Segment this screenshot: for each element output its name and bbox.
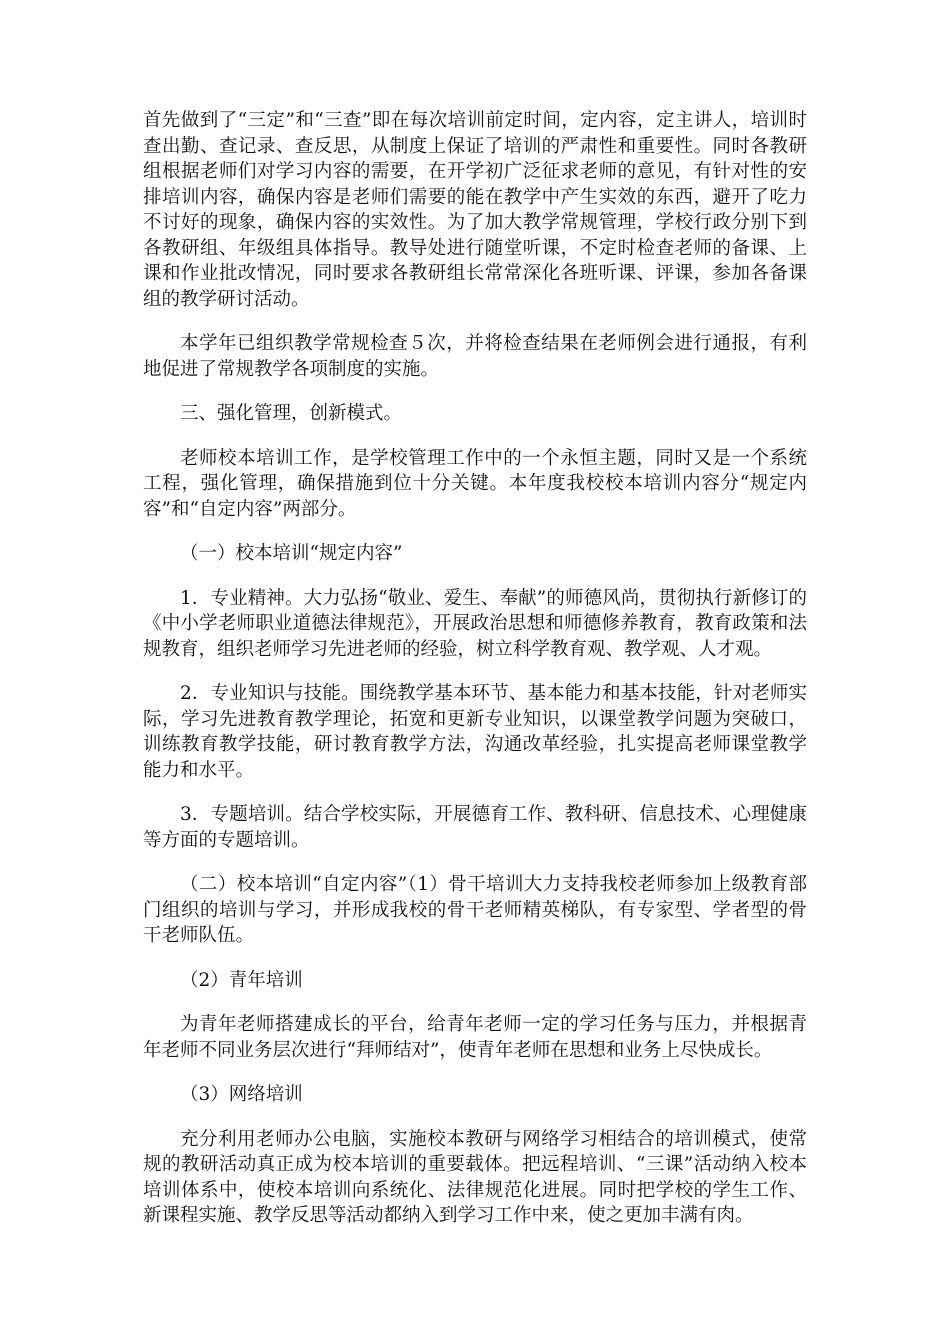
paragraph-routine-inspection: 本学年已组织教学常规检查５次，并将检查结果在老师例会进行通报，有利地促进了常规教学各项制度的实施。 bbox=[143, 333, 807, 380]
subsection-heading-youth-training: （2）青年培训 bbox=[180, 969, 303, 991]
paragraph-special-training: 3．专题培训。结合学校实际，开展德育工作、教科研、信息技术、心理健康等方面的专题培训。 bbox=[143, 804, 807, 851]
paragraph-professional-skills: 2．专业知识与技能。围绕教学基本环节、基本能力和基本技能，针对老师实际，学习先进教育教学理论，拓宽和更新专业知识，以课堂教学问题为突破口，训练教育教学技能，研讨教育教学方法，沟通改革经验，扎实提高老师课堂教学能力和水平。 bbox=[143, 683, 807, 781]
document-body bbox=[143, 108, 807, 1248]
subsection-heading-network-training: （3）网络培训 bbox=[180, 1084, 303, 1105]
paragraph-self-defined-content: （二）校本培训“自定内容”（1）骨干培训大力支持我校老师参加上级教育部门组织的培训与学习，并形成我校的骨干老师精英梯队，有专家型、学者型的骨干老师队伍。 bbox=[143, 874, 807, 946]
paragraph-youth-training: 为青年老师搭建成长的平台，给青年老师一定的学习任务与压力，并根据青年老师不同业务层次进行“拜师结对”，使青年老师在思想和业务上尽快成长。 bbox=[143, 1014, 807, 1061]
paragraph-training-overview: 老师校本培训工作，是学校管理工作中的一个永恒主题，同时又是一个系统工程，强化管理，确保措施到位十分关键。本年度我校校本培训内容分“规定内容”和“自定内容”两部分。 bbox=[143, 447, 807, 520]
paragraph-professional-spirit: 1．专业精神。大力弘扬“敬业、爱生、奉献”的师德风尚，贯彻执行新修订的《中小学老师职业道德法律规范》，开展政治思想和师德修养教育，教育政策和法规教育，组织老师学习先进老师的经验，树立科学教育观、教学观、人才观。 bbox=[143, 587, 807, 660]
paragraph-network-training: 充分利用老师办公电脑，实施校本教研与网络学习相结合的培训模式，使常规的教研活动真正成为校本培训的重要载体。把远程培训、“三课”活动纳入校本培训体系中，使校本培训向系统化、法律规范化进展。同时把学校的学生工作、新课程实施、教学反思等活动都纳入到学习工作中来，使之更加丰满有肉。 bbox=[143, 1128, 807, 1226]
section-heading-management: 三、强化管理，创新模式。 bbox=[180, 403, 403, 424]
paragraph-training-system: 首先做到了“三定”和“三查”即在每次培训前定时间，定内容，定主讲人，培训时查出勤、查记录、查反思，从制度上保证了培训的严肃性和重要性。同时各教研组根据老师们对学习内容的需要，在开学初广泛征求老师的意见，有针对性的安排培训内容，确保内容是老师们需要的能在教学中产生实效的东西，避开了吃力不讨好的现象，确保内容的实效性。为了加大教学常规管理，学校行政分别下到各教研组、年级组具体指导。教导处进行随堂听课，不定时检查老师的备课、上课和作业批改情况，同时要求各教研组长常常深化各班听课、评课，参加各备课组的教学研讨活动。 bbox=[143, 110, 807, 310]
subsection-heading-required-content: （一）校本培训“规定内容” bbox=[180, 543, 403, 564]
